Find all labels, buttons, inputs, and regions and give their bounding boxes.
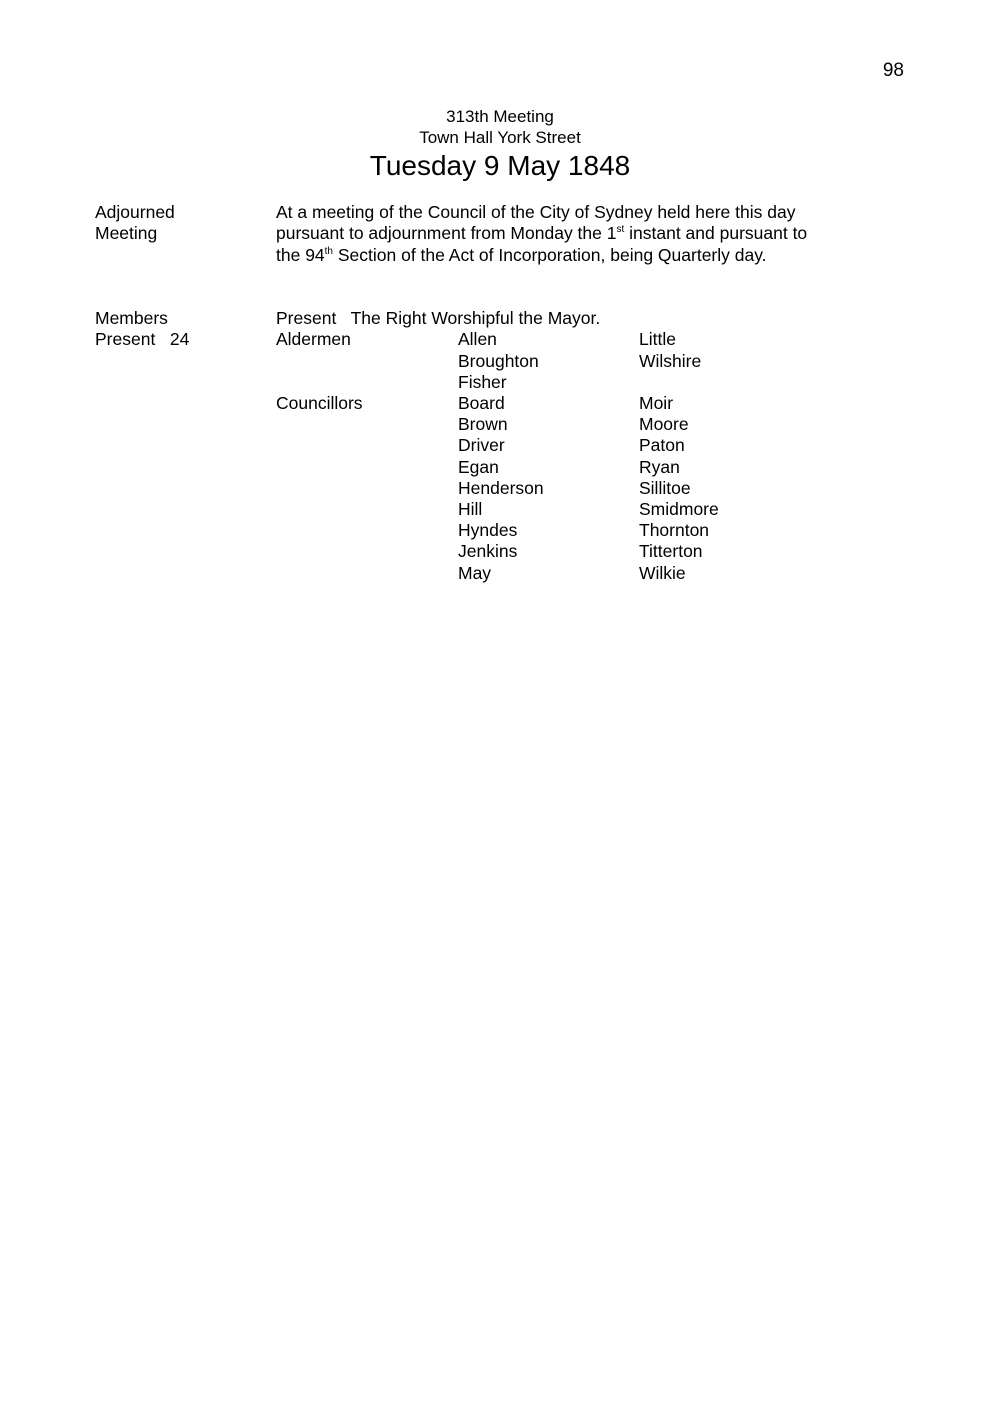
margin-note-line: Meeting xyxy=(95,223,158,244)
member-name: Thornton xyxy=(639,520,710,541)
paragraph-text: At a meeting of the Council of the City of Sydney held here this day pursuant to adjournment from Monday the 1 xyxy=(276,202,796,244)
margin-note-line: Members xyxy=(95,308,168,328)
member-row xyxy=(276,499,819,520)
meeting-header xyxy=(0,106,1000,183)
member-row xyxy=(276,541,819,562)
member-name: Jenkins xyxy=(458,541,518,562)
member-name: Little xyxy=(639,329,676,350)
adjourned-margin-note xyxy=(95,202,270,245)
member-name: Smidmore xyxy=(639,498,719,519)
member-name: Egan xyxy=(458,456,499,477)
margin-note-line: Adjourned xyxy=(95,202,175,222)
members-margin-note xyxy=(95,308,270,351)
ordinal-suffix: st xyxy=(616,224,625,236)
member-row xyxy=(276,478,819,499)
member-row xyxy=(276,435,819,456)
member-row xyxy=(276,520,819,541)
paragraph-text: Section of the Act of Incorporation, being Quarterly day. xyxy=(333,244,767,265)
member-name: Moir xyxy=(639,392,674,413)
members-present-section xyxy=(95,308,915,588)
member-name: Broughton xyxy=(458,350,539,371)
member-category xyxy=(276,372,458,393)
member-category xyxy=(276,414,458,435)
meeting-venue: Town Hall York Street xyxy=(419,128,581,147)
member-name: Hill xyxy=(458,498,483,519)
adjourned-paragraph xyxy=(276,202,816,266)
ordinal-suffix: th xyxy=(324,245,333,257)
member-category xyxy=(276,351,458,372)
member-name: Fisher xyxy=(458,371,507,392)
member-category xyxy=(276,541,458,562)
member-category xyxy=(276,499,458,520)
member-name xyxy=(639,372,819,393)
margin-note-line: Present 24 xyxy=(95,329,190,350)
member-name: Board xyxy=(458,392,505,413)
member-category xyxy=(276,435,458,456)
member-name: May xyxy=(458,562,492,583)
member-name: Hyndes xyxy=(458,520,518,541)
members-table xyxy=(276,329,819,583)
member-name: Wilkie xyxy=(639,562,686,583)
member-name: Paton xyxy=(639,435,685,456)
member-category: Councillors xyxy=(276,392,363,413)
member-name: Titterton xyxy=(639,541,703,562)
member-category xyxy=(276,478,458,499)
member-name: Allen xyxy=(458,329,497,350)
member-name: Henderson xyxy=(458,477,544,498)
member-row xyxy=(276,414,819,435)
member-row xyxy=(276,329,819,350)
adjourned-meeting-section xyxy=(95,202,915,292)
member-name: Brown xyxy=(458,414,508,435)
member-name: Ryan xyxy=(639,456,680,477)
member-name: Moore xyxy=(639,414,689,435)
paragraph-text: instant and pursuant to the 94 xyxy=(276,223,808,265)
present-mayor-line: Present The Right Worshipful the Mayor. xyxy=(276,308,601,328)
page-number: 98 xyxy=(882,60,904,81)
member-category xyxy=(276,563,458,584)
member-name: Sillitoe xyxy=(639,477,691,498)
member-row xyxy=(276,457,819,478)
member-row xyxy=(276,563,819,584)
member-row xyxy=(276,372,819,393)
meeting-date-title: Tuesday 9 May 1848 xyxy=(369,150,631,181)
member-category xyxy=(276,520,458,541)
member-category: Aldermen xyxy=(276,329,351,350)
member-category xyxy=(276,457,458,478)
member-name: Wilshire xyxy=(639,350,702,371)
member-name: Driver xyxy=(458,435,505,456)
member-row xyxy=(276,393,819,414)
member-row xyxy=(276,351,819,372)
meeting-number: 313th Meeting xyxy=(446,107,554,126)
